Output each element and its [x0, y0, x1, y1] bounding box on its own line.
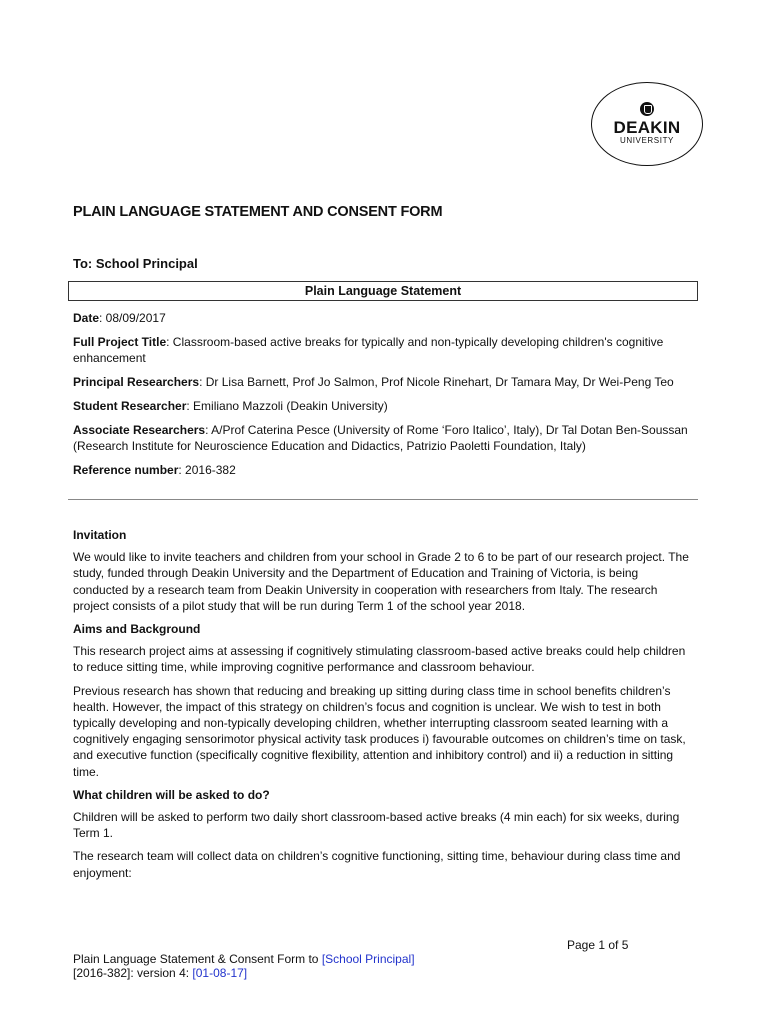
crest-icon	[640, 102, 654, 116]
statement-heading: Plain Language Statement	[304, 284, 462, 298]
logo-name: DEAKIN	[613, 118, 681, 137]
aims-text: This research project aims at assessing if cognitively stimulating classroom-based active breaks could help children to reduce sitting time, while improving cognitive performance and classroom behaviour.	[73, 644, 686, 675]
data-collection-text: The research team will collect data on children’s cognitive functioning, sitting time, behaviour during class time and enjoyment:	[73, 849, 681, 880]
field-value: : A/Prof Caterina Pesce (University of Rome ‘Foro Italico’, Italy), Dr Tal Dotan Ben-Soussan (Research Institute for Neuroscience Education and Didactics, Patrizio Paoletti Foundation, Italy)	[73, 423, 688, 453]
aims-heading: Aims and Background	[73, 622, 201, 637]
field-student-researcher	[73, 398, 695, 414]
field-principal-researchers	[73, 374, 695, 390]
field-label: Reference number	[73, 463, 179, 477]
footer-text: [2016-382]: version 4:	[73, 966, 193, 980]
deakin-logo	[591, 82, 703, 166]
document-body	[73, 527, 695, 888]
background-text: Previous research has shown that reducing and breaking up sitting during class time in school benefits children’s health. However, the impact of this strategy on children’s focus and cognition is unclear. We wish to test in both typically developing and non-typically developing children, whether interrupting classroom seated learning with a cognitively engaging sensorimotor physical activity task produces i) favourable outcomes on children’s time on task, and executive function (specifically cognitive flexibility, attention and inhibitory control) and ii) a reduction in sitting time.	[73, 683, 686, 779]
document-title: PLAIN LANGUAGE STATEMENT AND CONSENT FORM	[73, 204, 443, 220]
children-heading: What children will be asked to do?	[73, 787, 270, 802]
field-associate-researchers	[73, 422, 695, 454]
invitation-text: We would like to invite teachers and children from your school in Grade 2 to 6 to be part of our research project. The study, funded through Deakin University and the Department of Education and Training of Victoria, is being conducted by a research team from Deakin University in cooperation with researchers from Italy. The research project consists of a pilot study that will be run during Term 1 of the school year 2018.	[73, 550, 689, 613]
divider	[68, 499, 698, 500]
page-number: Page 1 of 5	[567, 938, 629, 952]
field-value: : Emiliano Mazzoli (Deakin University)	[186, 399, 388, 413]
field-value: : Classroom-based active breaks for typically and non-typically developing children's cognitive enhancement	[73, 335, 664, 365]
field-date	[73, 310, 695, 326]
recipient-line: To: School Principal	[73, 256, 198, 271]
footer-placeholder-date: [01-08-17]	[192, 966, 248, 980]
field-label: Student Researcher	[73, 399, 187, 413]
field-reference-number	[73, 462, 695, 478]
field-value: : 2016-382	[178, 463, 236, 477]
invitation-heading: Invitation	[73, 528, 127, 542]
footer-line-2	[73, 966, 247, 980]
field-value: : Dr Lisa Barnett, Prof Jo Salmon, Prof Nicole Rinehart, Dr Tamara May, Dr Wei-Peng Teo	[199, 375, 674, 389]
footer-placeholder-principal: [School Principal]	[321, 952, 415, 966]
footer-line-1	[73, 952, 415, 966]
field-label: Date	[73, 311, 100, 325]
field-label: Associate Researchers	[73, 423, 206, 437]
children-text: Children will be asked to perform two daily short classroom-based active breaks (4 min each) for six weeks, during Term 1.	[73, 810, 680, 841]
field-label: Full Project Title	[73, 335, 167, 349]
footer-text: Plain Language Statement & Consent Form to	[73, 952, 322, 966]
field-value: : 08/09/2017	[99, 311, 166, 325]
project-details	[73, 310, 695, 486]
logo-subtitle: UNIVERSITY	[619, 136, 674, 145]
statement-heading-box	[68, 281, 698, 301]
field-project-title	[73, 334, 695, 366]
field-label: Principal Researchers	[73, 375, 200, 389]
